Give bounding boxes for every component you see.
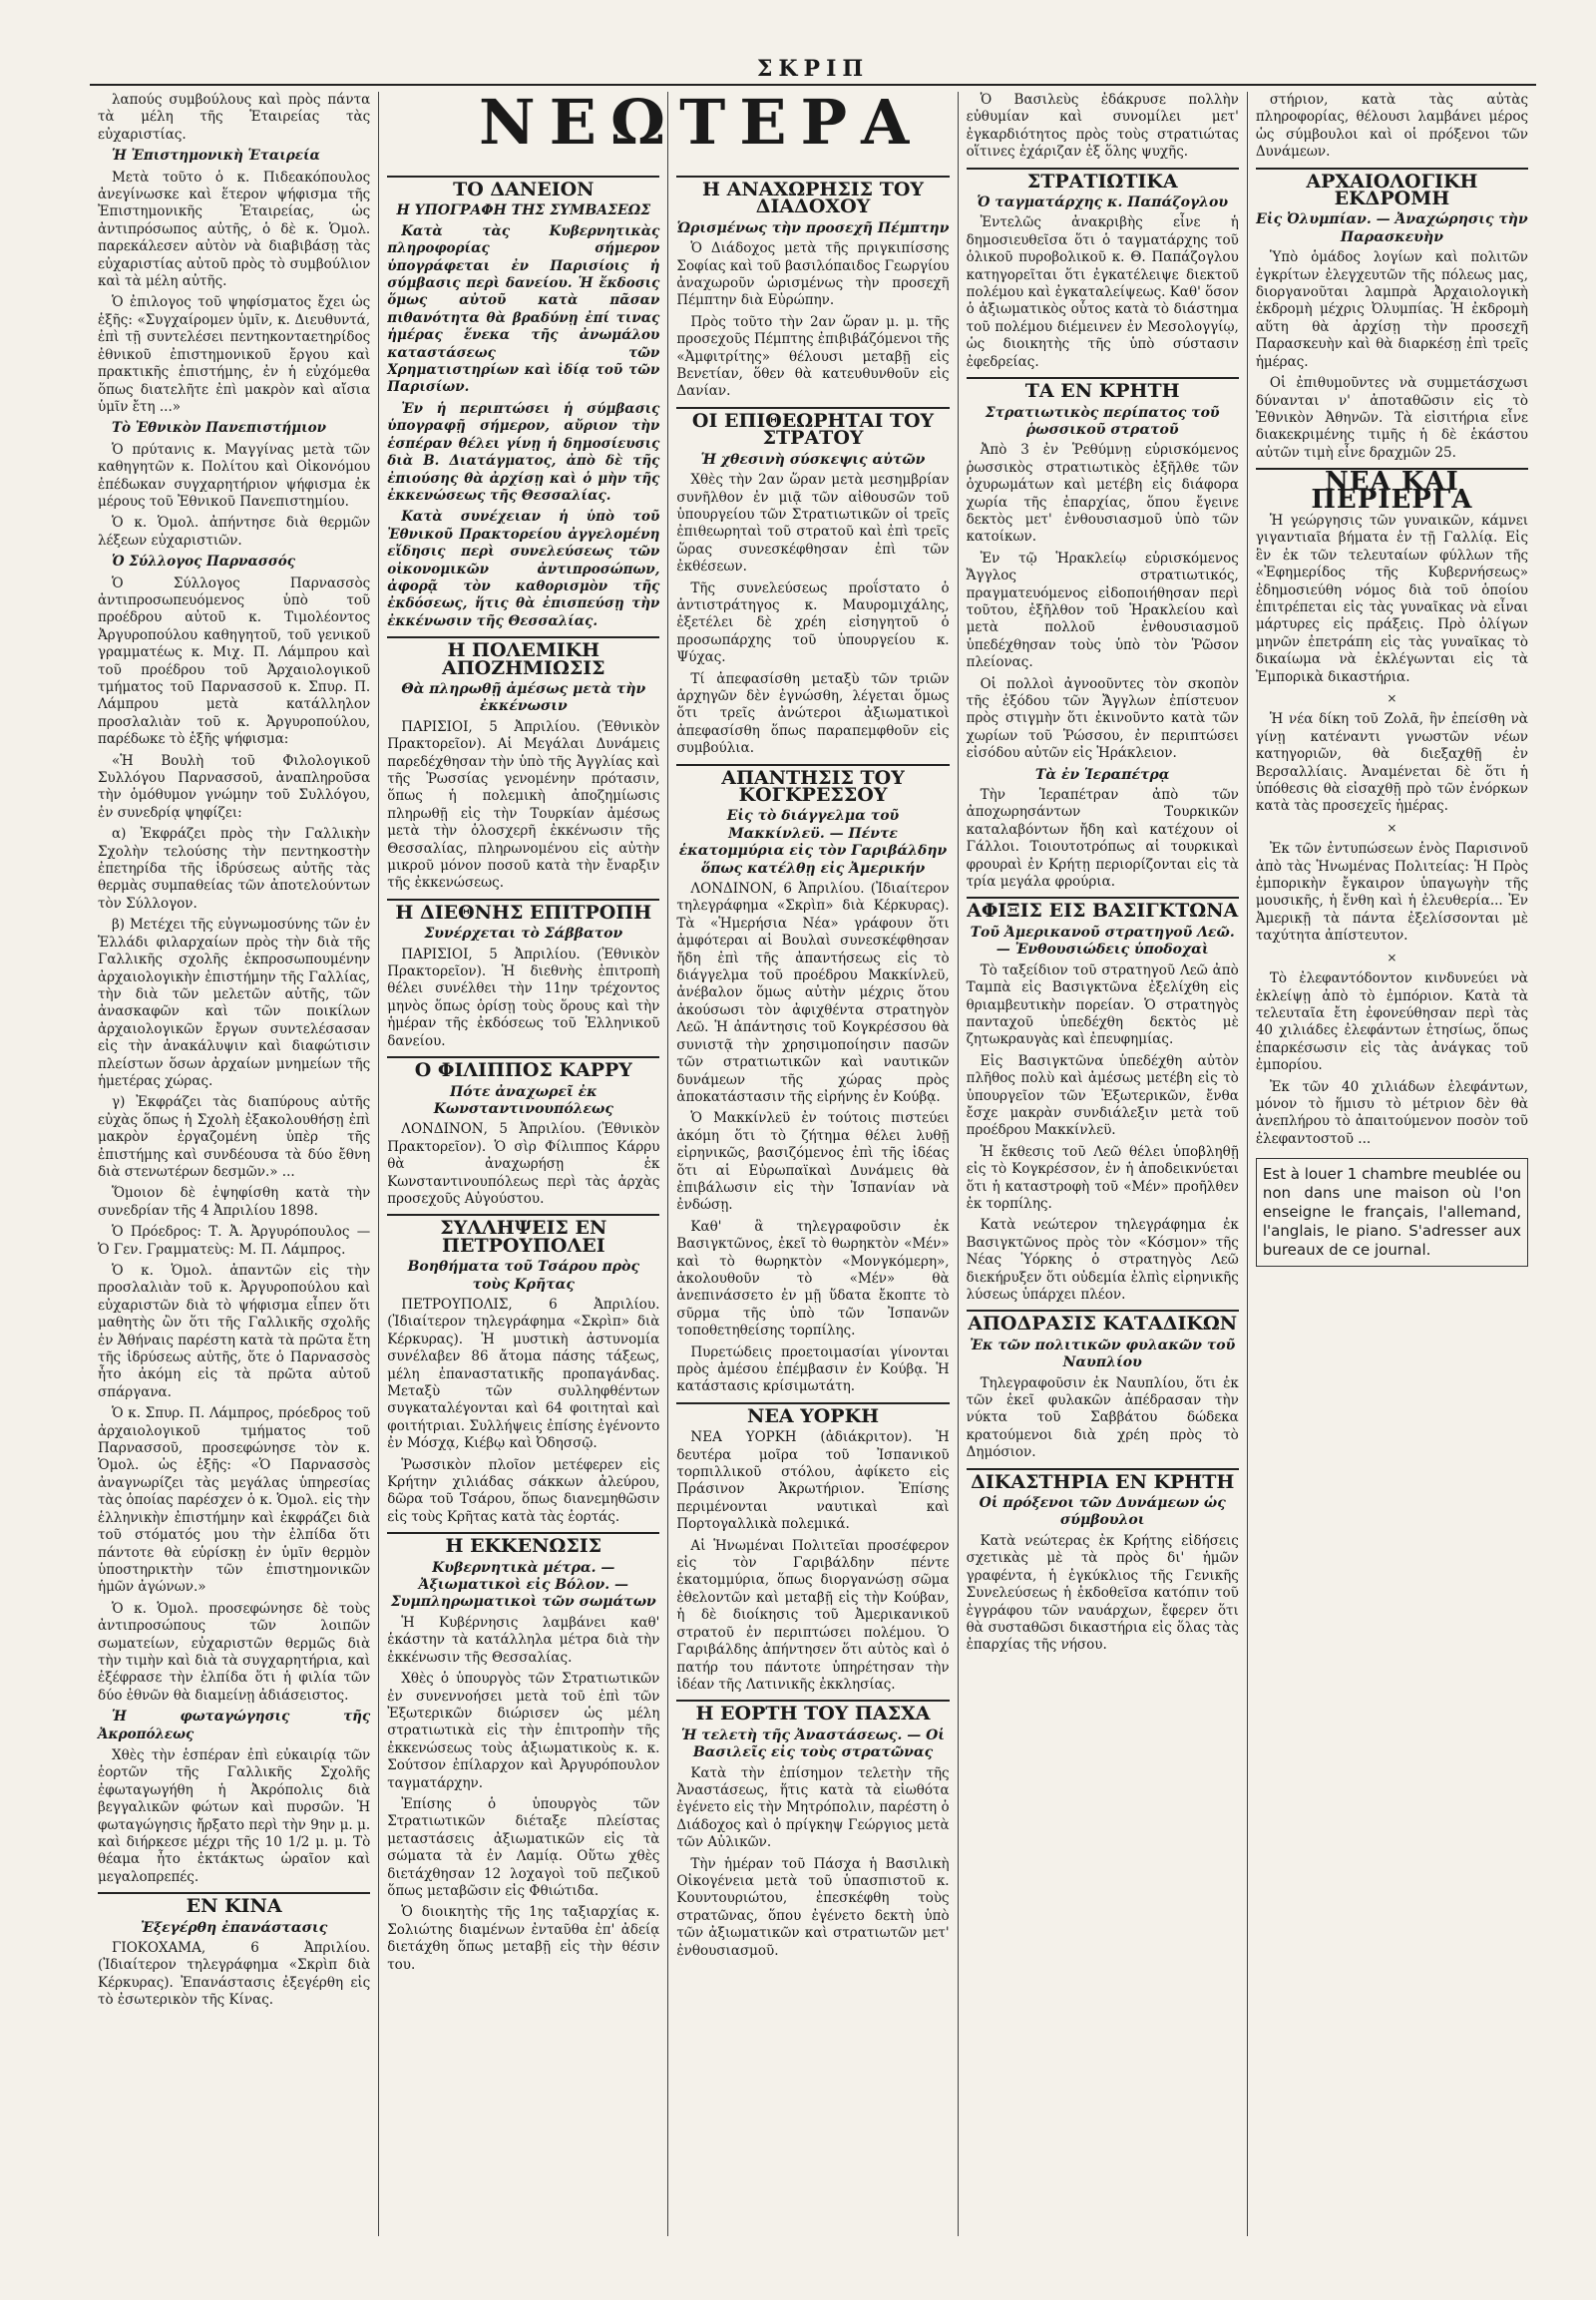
article-paragraph: Ὁ Μακκίνλεϋ ἐν τούτοις πιστεύει ἀκόμη ὅτι τὸ ζήτημα θέλει λυθῇ εἰρηνικῶς, βασιζόμενος ἐπὶ τῆς ἰδέας ὅτι αἱ Εὐρωπαϊκαὶ Δυνάμεις θὰ ἐπιβάλωσιν εἰς τὴν Ἰσπανίαν νὰ ἐνδώσῃ. (676, 1110, 950, 1214)
article-paragraph: ΠΕΤΡΟΥΠΟΛΙΣ, 6 Ἀπριλίου. (Ἰδιαίτερον τηλεγράφημα «Σκρὶπ» διὰ Κέρκυρας). Ἡ μυστικὴ ἀστυνομία συνέλαβεν 86 ἄτομα πάσης τάξεως, μέλη ἐπαναστατικῆς προπαγάνδας. Μεταξὺ τῶν συλληφθέντων συγκαταλέγονται καὶ 64 φοιτηταὶ καὶ φοιτήτριαι. Συλλήψεις ἐπίσης ἐγένοντο ἐν Μόσχᾳ, Κιέβῳ καὶ Ὀδησσῷ. (387, 1296, 660, 1452)
article-paragraph: Τὴν ἡμέραν τοῦ Πάσχα ἡ Βασιλικὴ Οἰκογένεια μετὰ τοῦ ὑπασπιστοῦ κ. Κουντουριώτου, ἐπεσκέφθη τοὺς στρατῶνας, ὅπου ἐγένετο δεκτὴ ὑπὸ τῶν ἀξιωματικῶν καὶ στρατιωτῶν μετ' ἐνθουσιασμοῦ. (676, 1855, 950, 1959)
classified-ad: Est à louer 1 chambre meublée ou non dans une maison où l'on enseigne le français, l'allemand, l'anglais, le piano. S'adresser aux bureaux de ce journal. (1256, 1158, 1528, 1267)
article-paragraph: στήριον, κατὰ τὰς αὐτὰς πληροφορίας, θέλουσι λαμβάνει μέρος ὡς σύμβουλοι καὶ οἱ πρόξενοι τῶν Δυνάμεων. (1255, 92, 1529, 161)
article-paragraph: ΛΟΝΔΙΝΟΝ, 6 Ἀπριλίου. (Ἰδιαίτερον τηλεγράφημα «Σκρὶπ» διὰ Κέρκυρας). Τὰ «Ἡμερήσια Νέα» γράφουν ὅτι ἀμφότεραι αἱ Βουλαὶ συνεσκέφθησαν ἤδη ἐπὶ τῆς ἀπαντήσεως εἰς τὸ διάγγελμα τοῦ προέδρου Μακκίνλεϋ, ἀνέβαλον ὅμως αὐτὴν μέχρις ὅτου ἀκούσωσι τὸν ἀφιχθέντα στρατηγὸν Λεῶ. Ἡ ἀπάντησις τοῦ Κογκρέσσου θὰ συνιστᾷ τὴν χρησιμοποίησιν πασῶν τῶν στρατιωτικῶν καὶ ναυτικῶν δυνάμεων τῆς χώρας πρὸς ἀποκατάστασιν τῆς εἰρήνης ἐν Κούβᾳ. (676, 881, 950, 1105)
article-paragraph: Ἡ Κυβέρνησις λαμβάνει καθ' ἑκάστην τὰ κατάλληλα μέτρα διὰ τὴν ἐκκένωσιν τῆς Θεσσαλίας. (387, 1614, 660, 1666)
article-headline: ΕΝ ΚΙΝΑ (98, 1892, 370, 1915)
article-paragraph: Ὅμοιον δὲ ἐψηφίσθη κατὰ τὴν συνεδρίαν τῆς 4 Ἀπριλίου 1898. (98, 1185, 371, 1219)
article-paragraph: Ἐκ τῶν 40 χιλιάδων ἐλεφάντων, μόνον τὸ ἥμισυ τὸ μέτριον δὲν θὰ ἀνεπλήρου τὸ ἀπαιτούμενον ποσὸν τοῦ ἐλεφαντοστοῦ ... (1255, 1078, 1529, 1147)
separator: × (1387, 820, 1397, 835)
article-paragraph: Αἱ Ἡνωμέναι Πολιτεῖαι προσέφερον εἰς τὸν Γαριβάλδην πέντε ἑκατομμύρια, ὅπως διοργανώσῃ σῶμα ἐθελοντῶν καὶ μεταβῇ εἰς τὴν Κούβαν, ἡ δὲ διοίκησις τοῦ Ἀμερικανικοῦ στρατοῦ ἐν περιπτώσει πολέμου. Ὁ Γαριβάλδης ἀπήντησεν ὅτι αὐτὸς καὶ ὁ πατήρ του πάντοτε ὑπηρέτησαν τὴν ἰδέαν τῆς Λατινικῆς ἐκκλησίας. (676, 1537, 950, 1693)
article-paragraph: Ὁ κ. Ὁμολ. ἀπήντησε διὰ θερμῶν λέξεων εὐχαριστιῶν. (98, 515, 371, 549)
article-paragraph: Ὁ πρύτανις κ. Μαγγίνας μετὰ τῶν καθηγητῶν κ. Πολίτου καὶ Οἰκονόμου ἐπέδωκαν συγχαρητήριον ψήφισμα ἐκ μέρους τοῦ Ἐθνικοῦ Πανεπιστημίου. (98, 441, 371, 510)
article-subheadline: Ὡρισμένως τὴν προσεχῆ Πέμπτην (676, 219, 950, 236)
article-paragraph: Πρὸς τοῦτο τὴν 2αν ὥραν μ. μ. τῆς προσεχοῦς Πέμπτης ἐπιβιβάζόμενοι τῆς «Ἀμφιτρίτης» θέλουσι μεταβῇ εἰς Βενετίαν, ὅθεν θὰ κατευθυνθοῦν εἰς Δανίαν. (676, 313, 950, 400)
article-subheadline: Εἰς τὸ διάγγελμα τοῦ Μακκίνλεϋ. — Πέντε ἑκατομμύρια εἰς τὸν Γαριβάλδην ὅπως κατέλθῃ εἰς Ἀμερικήν (678, 808, 948, 877)
article-headline: ΑΦΙΞΙΣ ΕΙΣ ΒΑΣΙΓΚΤΩΝΑ (967, 897, 1239, 920)
article-paragraph: Τῆς συνελεύσεως προΐστατο ὁ ἀντιστράτηγος κ. Μαυρομιχάλης, ἐξετέλει δὲ χρέη εἰσηγητοῦ ὁ προσωπάρχης τοῦ ὑπουργείου κ. Ψύχας. (676, 579, 950, 666)
article-paragraph: Ὁ Πρόεδρος: Τ. Ἀ. Ἀργυρόπουλος — Ὁ Γεν. Γραμματεὺς: Μ. Π. Λάμπρος. (98, 1224, 371, 1258)
columns (90, 92, 1536, 2236)
main-title: ΝΕΩΤΕΡΑ (479, 86, 924, 159)
article-subheadline: Βοηθήματα τοῦ Τσάρου πρὸς τοὺς Κρῆτας (407, 1259, 640, 1293)
article-paragraph: Κατὰ τὴν ἐπίσημον τελετὴν τῆς Ἀναστάσεως, ἥτις κατὰ τὰ εἰωθότα ἐγένετο εἰς τὴν Μητρόπολιν, παρέστη ὁ Διάδοχος καὶ ὁ πρίγκηψ Γεώργιος μετὰ τῶν Αὐλικῶν. (676, 1764, 950, 1851)
article-headline: ΝΕΑ ΚΑΙ ΠΕΡΙΕΡΓΑ (1256, 468, 1528, 509)
article-paragraph: Ὁ Σύλλογος Παρνασσὸς ἀντιπροσωπευόμενος ὑπὸ τοῦ προέδρου αὐτοῦ κ. Τιμολέοντος Ἀργυροπούλου καθηγητοῦ, τοῦ γενικοῦ γραμματέως κ. Μιχ. Π. Λάμπρου καὶ τοῦ προέδρου τοῦ Ἀρχαιολογικοῦ τμήματος τοῦ Παρνασσοῦ κ. Σπυρ. Π. Λάμπρου μετὰ κατάλληλον προσλαλιὰν τοῦ κ. Ἀργυροπούλου, παρέδωκε τὸ ἑξῆς ψήφισμα: (98, 575, 371, 748)
article-paragraph: Οἱ ἐπιθυμοῦντες νὰ συμμετάσχωσι δύνανται ν' ἀποταθῶσιν εἰς τὸ Ἐθνικὸν Ἀθηνῶν. Τὰ εἰσιτήρια εἶνε διακεκριμένης τιμῆς ἡ δὲ ἑκάστου αὐτῶν τιμὴ εἶνε δραχμῶν 25. (1255, 375, 1529, 461)
article-paragraph: Εἰς Βασιγκτῶνα ὑπεδέχθη αὐτὸν πλῆθος πολὺ καὶ ἀμέσως μετέβη εἰς τὸ ὑπουργεῖον τῶν Ἐξωτερικῶν, ἔνθα ἔσχε μακρὰν συνδιάλεξιν μετὰ τοῦ προέδρου Μακκίνλεϋ. (966, 1052, 1239, 1139)
article-paragraph: Τὸ ἐλεφαντόδοντον κινδυνεύει νὰ ἐκλείψῃ ἀπὸ τὸ ἐμπόριον. Κατὰ τὰ τελευταῖα ἔτη ἐφονεύθησαν περὶ τὰς 40 χιλιάδες ἐλεφάντων ἐτησίως, ὅπως ἐπαρκέσωσιν εἰς τὰς ἀνάγκας τοῦ ἐμπορίου. (1255, 970, 1529, 1074)
masthead: ΣΚΡΙΠ (90, 54, 1536, 86)
article-subheadline: Πότε ἀναχωρεῖ ἐκ Κωνσταντινουπόλεως (433, 1083, 613, 1117)
article-paragraph: ΛΟΝΔΙΝΟΝ, 5 Ἀπριλίου. (Ἐθνικὸν Πρακτορεῖον). Ὁ σὶρ Φίλιππος Κάρρυ θὰ ἀναχωρήσῃ ἐκ Κωνσταντινουπόλεως περὶ τὰς ἀρχὰς προσεχοῦς Αὐγούστου. (387, 1121, 660, 1207)
article-paragraph: Οἱ πολλοὶ ἀγνοοῦντες τὸν σκοπὸν τῆς ἐξόδου τῶν Ἄγγλων ἐπίστευον πρὸς στιγμὴν ὅτι ἐκινοῦντο κατὰ τῶν χωρίων τοῦ Ῥώσσου, ἐν περιπτώσει εἰσόδου αὐτῶν εἰς Ἡράκλειον. (966, 675, 1239, 762)
article-lead: Ὁ Σύλλογος Παρνασσός (112, 554, 296, 571)
article-paragraph: ΠΑΡΙΣΙΟΙ, 5 Ἀπριλίου. (Ἐθνικὸν Πρακτορεῖον). Ἡ διεθνὴς ἐπιτροπὴ θέλει συνέλθει τὴν 11ην τρέχοντος μηνὸς ὅπως ὁρίσῃ τοὺς ὅρους καὶ τὴν ἡμέραν τῆς ἐκδόσεως τοῦ Ἑλληνικοῦ δανείου. (387, 946, 660, 1049)
article-headline: Ο ΦΙΛΙΠΠΟΣ ΚΑΡΡΥ (387, 1056, 659, 1079)
article-paragraph: λαπούς συμβούλους καὶ πρὸς πάντα τὰ μέλη τῆς Ἑταιρείας τὰς εὐχαριστίας. (98, 92, 371, 143)
article-paragraph: Ὁ Βασιλεὺς ἐδάκρυσε πολλὴν εὐθυμίαν καὶ συνομίλει μετ' ἐγκαρδιότητος πρὸς τοὺς στρατιώτας οἵτινες ἐχάριζαν ἐξ ὅλης ψυχῆς. (966, 92, 1239, 161)
article-headline: Η ΠΟΛΕΜΙΚΗ ΑΠΟΖΗΜΙΩΣΙΣ (387, 636, 659, 677)
article-headline: ΔΙΚΑΣΤΗΡΙΑ ΕΝ ΚΡΗΤΗ (967, 1468, 1239, 1491)
article-subheadline: Ἐξεγέρθη ἐπανάστασις (140, 1919, 328, 1936)
article-headline: ΣΤΡΑΤΙΩΤΙΚΑ (967, 168, 1239, 191)
article-headline: ΑΡΧΑΙΟΛΟΓΙΚΗ ΕΚΔΡΟΜΗ (1256, 168, 1528, 208)
article-paragraph: Ὁ κ. Ὁμολ. προσεφώνησε δὲ τοὺς ἀντιπροσώπους τῶν λοιπῶν σωματείων, εὐχαριστῶν θερμῶς διὰ τὴν τιμὴν καὶ διὰ τὰ συγχαρητήρια, καὶ ἐξέφρασε τὴν ἐλπίδα ὅτι ἡ φιλία τῶν δύο ἐθνῶν θὰ διαμείνῃ ἀδιάσειστος. (98, 1600, 371, 1704)
article-subheadline: Ὁ ταγματάρχης κ. Παπάζογλου (977, 194, 1229, 211)
article-subheadline: Στρατιωτικὸς περίπατος τοῦ ῥωσσικοῦ στρατοῦ (985, 404, 1220, 438)
article-paragraph: α) Ἐκφράζει πρὸς τὴν Γαλλικὴν Σχολὴν τελούσης τὴν πεντηκοστὴν ἐπετηρίδα τῆς ἱδρύσεως αὐτῆς τὰς θερμὰς συμπαθείας τῶν ἀποτελούντων τὸν Σύλλογον. (98, 826, 371, 912)
article-paragraph: Τὸ ταξείδιον τοῦ στρατηγοῦ Λεῶ ἀπὸ Ταμπὰ εἰς Βασιγκτῶνα ἐξελίχθη εἰς θριαμβευτικὴν πορείαν. Ὁ στρατηγὸς πανταχοῦ ὑπεδέχθη δεκτὸς μὲ ζητωκραυγὰς καὶ ἐπευφημίας. (966, 961, 1239, 1048)
article-paragraph: Καθ' ἃ τηλεγραφοῦσιν ἐκ Βασιγκτῶνος, ἐκεῖ τὸ θωρηκτὸν «Μέν» καὶ τὸ θωρηκτὸν «Μονγκόμερη», ἀκολουθοῦν τὸ «Μέν» θὰ ἀνεπινάσσετο ἐν μῇ ὕδατα ἔκοπτε τὸ σῦρμα τῆς ὑπὸ τῶν Ἰσπανῶν τοποθετηθείσης τορπίλης. (676, 1218, 950, 1340)
article-lead: Κατὰ τὰς Κυβερνητικὰς πληροφορίας σήμερον ὑπογράφεται ἐν Παρισίοις ἡ σύμβασις περὶ δανείου. Ἡ ἔκδοσις ὅμως αὐτοῦ κατὰ πᾶσαν πιθανότητα θὰ βραδύνῃ ἐπί τινας ἡμέρας ἕνεκα τῆς ἀνωμάλου καταστάσεως τῶν Χρηματιστηρίων καὶ ἰδίᾳ τοῦ τῶν Παρισίων. (387, 222, 660, 396)
article-lead: Τὸ Ἐθνικὸν Πανεπιστήμιον (112, 420, 326, 437)
article-paragraph: ΓΙΟΚΟΧΑΜΑ, 6 Ἀπριλίου. (Ἰδιαίτερον τηλεγράφημα «Σκρὶπ διὰ Κέρκυρας). Ἐπανάστασις ἐξεγέρθη εἰς τὸ ἐσωτερικὸν τῆς Κίνας. (98, 1940, 371, 2009)
article-subheadline: Ἐκ τῶν πολιτικῶν φυλακῶν τοῦ Ναυπλίου (970, 1337, 1236, 1371)
article-headline: Η ΑΝΑΧΩΡΗΣΙΣ ΤΟΥ ΔΙΑΔΟΧΟΥ (676, 176, 949, 216)
article-paragraph: Ὁ διοικητὴς τῆς 1ης ταξιαρχίας κ. Σολιώτης διαμένων ἐνταῦθα ἐπ' ἀδείᾳ διετάχθη ὅπως μεταβῇ εἰς τὴν θέσιν του. (387, 1904, 660, 1973)
article-headline: ΣΥΛΛΗΨΕΙΣ ΕΝ ΠΕΤΡΟΥΠΟΛΕΙ (387, 1214, 659, 1255)
article-paragraph: Ἐκ τῶν ἐντυπώσεων ἑνὸς Παρισινοῦ ἀπὸ τὰς Ἡνωμένας Πολιτείας: Ἡ Πρὸς ἐμπορικὴν ἔγκαιρον ὑπαγωγὴν τῆς μουσικῆς, ἡ ἔνθη καὶ ἡ ἐλευθερία... Ἐν Ἀμερικῇ τὰ πάντα ἐξελίσσονται μὲ ταχύτητα ἀπίστευτον. (1255, 841, 1529, 945)
article-paragraph: Χθὲς τὴν 2αν ὥραν μετὰ μεσημβρίαν συνῆλθον ἐν μιᾷ τῶν αἰθουσῶν τοῦ ὑπουργείου τῶν Στρατιωτικῶν οἱ τρεῖς ἐπιθεωρηταὶ τοῦ στρατοῦ καὶ ἐπὶ τρεῖς ὥρας συνεσκέφθησαν ἐπὶ τῶν ἐκθέσεων. (676, 472, 950, 575)
article-lead: Ἡ φωταγώγησις τῆς Ἀκροπόλεως (98, 1709, 371, 1742)
article-subheadline: Συνέρχεται τὸ Σάββατον (424, 926, 623, 943)
article-paragraph: Ὁ ἐπιλογος τοῦ ψηφίσματος ἔχει ὡς ἑξῆς: «Συγχαίρομεν ὑμῖν, κ. Διευθυντά, ἐπὶ τῇ συντελέσει πεντηκονταετηρίδος ἐθνικοῦ ἐπιστημονικοῦ ἔργου καὶ πρακτικῆς ἐπιστήμης, ἐν ἡ εὐχόμεθα ὅπως διατελῆτε ἐπὶ μακρὸν καὶ αἴσια ὑμῖν ἔτη ...» (98, 294, 371, 415)
article-headline: ΑΠΑΝΤΗΣΙΣ ΤΟΥ ΚΟΓΚΡΕΣΣΟΥ (676, 764, 949, 805)
article-subheadline: Τὰ ἐν Ἱεραπέτρᾳ (1034, 766, 1170, 783)
column-3 (668, 92, 958, 2236)
article-subheadline: Η ΥΠΟΓΡΑΦΗ ΤΗΣ ΣΥΜΒΑΣΕΩΣ (396, 202, 651, 219)
article-paragraph: Τί ἀπεφασίσθη μεταξὺ τῶν τριῶν ἀρχηγῶν δὲν ἐγνώσθη, λέγεται ὅμως ὅτι τρεῖς ἀνώτεροι ἀξιωματικοὶ ἀπεφασίσθη ὅπως παραπεμφθοῦν εἰς συμβούλια. (676, 670, 950, 757)
article-paragraph: Ὑπὸ ὁμάδος λογίων καὶ πολιτῶν ἐγκρίτων ἐλεγχευτῶν τῆς πόλεως μας, διοργανοῦται λαμπρὰ Ἀρχαιολογικὴ ἐκδρομὴ μέχρις Ὀλυμπίας. Ἡ ἐκδρομὴ αὕτη θὰ ἀρχίσῃ τὴν προσεχῆ Παρασκευὴν καὶ θὰ διαρκέσῃ ἐπὶ τρεῖς ἡμέρας. (1255, 249, 1529, 370)
article-paragraph: Ἀπὸ 3 ἐν Ῥεθύμνῃ εὑρισκόμενος ῥωσσικὸς στρατιωτικὸς ἐξῆλθε τῶν ὀχυρωμάτων καὶ μετέβη εἰς διάφορα χωρία τῆς ἐπαρχίας, ὅπου ἔγεινε δεκτὸς μετ' ἐνθουσιασμοῦ ὑπὸ τῶν κατοίκων. (966, 442, 1239, 546)
article-paragraph: Ἡ νέα δίκη τοῦ Ζολᾶ, ἣν ἐπείσθη νὰ γίνῃ κατέναντι γνωστῶν νέων κατηγοριῶν, θὰ διεξαχθῇ ἐν Βερσαλλίαις. Ἀναμένεται δὲ ὅτι ἡ ὑπόθεσις θὰ εἰσαχθῇ πρὸ τῶν ἐνόρκων κατὰ τὰς προσεχεῖς ἡμέρας. (1255, 711, 1529, 815)
article-paragraph: Ἐπίσης ὁ ὑπουργὸς τῶν Στρατιωτικῶν διέταξε πλείστας μεταστάσεις ἀξιωματικῶν εἰς τὰ σώματα τὰ ἐν Λαμίᾳ. Οὕτω χθὲς διετάχθησαν 12 λοχαγοὶ τοῦ πεζικοῦ ὅπως μεταβῶσιν εἰς Φθιώτιδα. (387, 1795, 660, 1899)
article-paragraph: «Ἡ Βουλὴ τοῦ Φιλολογικοῦ Συλλόγου Παρνασσοῦ, ἀναπληροῦσα τὴν ὁμόθυμον γνώμην τοῦ Συλλόγου, ἐν συνεδρίᾳ ψηφίζει: (98, 752, 371, 821)
article-paragraph: Ῥωσσικὸν πλοῖον μετέφερεν εἰς Κρήτην χιλιάδας σάκκων ἀλεύρου, δῶρα τοῦ Τσάρου, ὅπως διανεμηθῶσιν εἰς τοὺς Κρῆτας κατὰ τὰς ἑορτάς. (387, 1456, 660, 1525)
article-paragraph: ΝΕΑ ΥΟΡΚΗ (ἀδιάκριτον). Ἡ δευτέρα μοῖρα τοῦ Ἰσπανικοῦ τορπιλλικοῦ στόλου, ἀφίκετο εἰς Πράσινον Ἀκρωτήριον. Ἐπίσης περιμένονται ναυτικαὶ καὶ Πορτογαλλικὰ πολεμικά. (676, 1429, 950, 1533)
column-5 (1248, 92, 1536, 2236)
article-paragraph: γ) Ἐκφράζει τὰς διαπύρους αὐτῆς εὐχὰς ὅπως ἡ Σχολὴ ἐξακολουθήσῃ ἐπὶ μακρὸν ἐργαζομένη ὑπὲρ τῆς ἐπιστήμης καὶ συνδέουσα τὰ δύο ἔθνη διὰ στενωτέρων δεσμῶν.» ... (98, 1094, 371, 1180)
article-paragraph: Κατὰ νεώτερας ἐκ Κρήτης εἰδήσεις σχετικὰς μὲ τὰ πρὸς δι' ἡμῶν γραφέντα, ἡ ἐγκύκλιος τῆς Γενικῆς Συνελεύσεως ἡ ἐκδοθεῖσα κατόπιν τοῦ ἐγγράφου τῶν ναυάρχων, ἔφερεν ὅτι θὰ συσταθῶσι δικαστήρια εἰς ὅλας τὰς ἐπαρχίας τῆς νήσου. (966, 1532, 1239, 1654)
article-paragraph: Χθὲς τὴν ἑσπέραν ἐπὶ εὐκαιρίᾳ τῶν ἑορτῶν τῆς Γαλλικῆς Σχολῆς ἐφωταγωγήθη ἡ Ἀκρόπολις διὰ βεγγαλικῶν φώτων καὶ πυρσῶν. Ἡ φωταγώγησις ἤρξατο περὶ τὴν 9ην μ. μ. καὶ διήρκεσε μέχρι τῆς 10 1/2 μ. μ. Τὸ θέαμα ἦτο ἐκτάκτως ὡραῖον καὶ μεγαλοπρεπές. (98, 1746, 371, 1885)
article-headline: ΝΕΑ ΥΟΡΚΗ (676, 1402, 949, 1425)
article-lead: Ἐν ἡ περιπτώσει ἡ σύμβασις ὑπογραφῇ σήμερον, αὔριον τὴν ἑσπέραν θέλει γίνῃ ἡ δημοσίευσις διὰ Β. Διατάγματος, ἀπὸ δὲ τῆς ἐπιούσης θὰ ἀρχίσῃ καὶ ὁ μὴν τῆς ἐκκενώσεως τῆς Θεσσαλίας. (387, 400, 660, 504)
column-1 (90, 92, 379, 2236)
article-paragraph: Μετὰ τοῦτο ὁ κ. Πιδεακόπουλος ἀνεγίνωσκε καὶ ἕτερον ψήφισμα τῆς Ἐπιστημονικῆς Ἑταιρείας, ὡς ἀντιπρόσωπος αὐτῆς, ὁ δὲ κ. Ὁμολ. παρεκάλεσεν αὐτὸν νὰ διαβιβάσῃ τὰς εὐχαριστίας αὐτοῦ πρὸς τὸ συμβούλιον καὶ τὰ μέλη αὐτῆς. (98, 169, 371, 290)
article-subheadline: Θὰ πληρωθῇ ἀμέσως μετὰ τὴν ἐκκένωσιν (401, 680, 646, 715)
article-paragraph: Κατὰ νεώτερον τηλεγράφημα ἐκ Βασιγκτῶνος πρὸς τὸν «Κόσμον» τῆς Νέας Ὑόρκης ὁ στρατηγὸς Λεῶ διεκήρυξεν ὅτι οὐδεμία ἐλπὶς εἰρηνικῆς λύσεως ὑπάρχει πλέον. (966, 1217, 1239, 1303)
separator: × (1387, 691, 1397, 705)
article-headline: Η ΕΚΚΕΝΩΣΙΣ (387, 1532, 659, 1555)
article-paragraph: β) Μετέχει τῆς εὐγνωμοσύνης τῶν ἐν Ἑλλάδι φιλαρχαίων πρὸς τὴν διὰ τῆς Γαλλικῆς σχολῆς ἐκπροσωπουμένην ἀρχαιολογικὴν ἐπιστήμην τῆς Γαλλίας, τὴν διὰ τῶν μελετῶν αὐτῆς, τῶν ἀνασκαφῶν καὶ τῶν ποικίλων ἀρχαιολογικῶν ἔργων συντελέσασαν εἰς τὴν ἀνακάλυψιν καὶ διαφώτισιν πλείστων ὅσων ἀρχαίων μνημείων τῆς ἡμετέρας χώρας. (98, 917, 371, 1089)
article-headline: Η ΔΙΕΘΝΗΣ ΕΠΙΤΡΟΠΗ (387, 899, 659, 922)
article-headline: ΑΠΟΔΡΑΣΙΣ ΚΑΤΑΔΙΚΩΝ (967, 1310, 1239, 1333)
article-headline: ΟΙ ΕΠΙΘΕΩΡΗΤΑΙ ΤΟΥ ΣΤΡΑΤΟΥ (676, 407, 949, 448)
article-subheadline: Εἰς Ὀλυμπίαν. — Ἀναχώρησις τὴν Παρασκευὴν (1256, 211, 1528, 245)
column-4 (959, 92, 1248, 2236)
article-paragraph: Χθὲς ὁ ὑπουργὸς τῶν Στρατιωτικῶν ἐν συνεννοήσει μετὰ τοῦ ἐπὶ τῶν Ἐξωτερικῶν διώρισεν ὡς μέλη στρατιωτικὰ εἰς τὴν ἐπιτροπὴν τῆς ἐκκενώσεως τοὺς ἀξιωματικοὺς κ. κ. Σούτσον ἐπίλαρχον καὶ Ἀργυρόπουλον ταγματάρχην. (387, 1671, 660, 1791)
article-paragraph: Ὁ Διάδοχος μετὰ τῆς πριγκιπίσσης Σοφίας καὶ τοῦ βασιλόπαιδος Γεωργίου ἀναχωροῦν ὡρισμένως τὴν προσεχῆ Πέμπτην διὰ Εὐρώπην. (676, 240, 950, 309)
article-subheadline: Ἡ χθεσινὴ σύσκεψις αὐτῶν (700, 451, 926, 468)
article-paragraph: Ἡ γεώργησις τῶν γυναικῶν, κάμνει γιγαντιαῖα βήματα ἐν τῇ Γαλλίᾳ. Εἰς ἓν ἐκ τῶν τελευταίων φύλλων τῆς «Ἐφημερίδος τῆς Κυβερνήσεως» ἐδημοσιεύθη νόμος διὰ τοῦ ὁποίου ἐπιτρέπεται εἰς τὰς γυναῖκας νὰ εἶναι μάρτυρες εἰς πράξεις. Πρὸ ὀλίγων μηνῶν ἐπετράπη εἰς τὰς γυναῖκας τὸ δικαίωμα νὰ ἐκλέγωνται εἰς τὰ Ἐμπορικὰ δικαστήρια. (1255, 512, 1529, 685)
article-paragraph: Ἐντελῶς ἀνακριβὴς εἶνε ἡ δημοσιευθεῖσα ὅτι ὁ ταγματάρχης τοῦ ὁλικοῦ πυροβολικοῦ κ. Θ. Παπάζογλου κατηγορεῖται ὅτι ἐγκατέλειψε διεκτοῦ πολέμου καὶ ἐγκαταλείψεως. Καθ' ὅσον ὁ ἀξιωματικὸς οὗτος κατὰ τὸ διάστημα τοῦ πολέμου διέμεινεν ἐν Μεσολογγίῳ, ὡς διοικητὴς τῆς ὑπὸ σύστασιν ἐφεδρείας. (966, 214, 1239, 370)
article-subheadline: Κυβερνητικὰ μέτρα. — Ἀξιωματικοὶ εἰς Βόλον. — Συμπληρωματικοὶ τῶν σωμάτων (390, 1559, 656, 1611)
article-lead: Ἡ Ἐπιστημονικὴ Ἑταιρεία (112, 148, 320, 165)
article-headline: ΤΟ ΔΑΝΕΙΟΝ (387, 176, 659, 198)
article-subheadline: Ἡ τελετὴ τῆς Ἀναστάσεως. — Οἱ Βασιλεῖς εἰς τοὺς στρατῶνας (680, 1726, 946, 1761)
article-paragraph: Τηλεγραφοῦσιν ἐκ Ναυπλίου, ὅτι ἐκ τῶν ἐκεῖ φυλακῶν ἀπέδρασαν τὴν νύκτα τοῦ Σαββάτου δώδεκα κρατούμενοι διὰ χρέη πρὸς τὸ Δημόσιον. (966, 1374, 1239, 1461)
article-paragraph: Ἐν τῷ Ἡρακλείῳ εὑρισκόμενος Ἄγγλος στρατιωτικός, πραγματευόμενος εἰδοποιήθησαν περὶ τοῦτου, ἐξῆλθον τοῦ Ἡρακλείου καὶ μετὰ πολλοῦ ἐνθουσιασμοῦ ὑπεδέχθησαν τοὺς ὑπὸ τὸν Ῥῶσον πλείονας. (966, 550, 1239, 671)
article-paragraph: ΠΑΡΙΣΙΟΙ, 5 Ἀπριλίου. (Ἐθνικὸν Πρακτορεῖον). Αἱ Μεγάλαι Δυνάμεις παρεδέχθησαν τὴν ὑπὸ τῆς Ἀγγλίας καὶ τῆς Ῥωσσίας γενομένην πρότασιν, ὅπως ἡ πολεμικὴ ἀποζημίωσις πληρωθῇ εἰς τὴν Τουρκίαν ἀμέσως μετὰ τὴν ὁλοσχερῆ ἐκκένωσιν τῆς Θεσσαλίας, πληρωνομένου εἰς αὐτὴν μικροῦ μόνον ποσοῦ κατὰ τὴν ἔναρξιν τῆς ἐκκενώσεως. (387, 718, 660, 892)
article-lead: Κατὰ συνέχειαν ἡ ὑπὸ τοῦ Ἐθνικοῦ Πρακτορείου ἀγγελομένη εἴδησις περὶ συνελεύσεως τῶν οἰκονομικῶν ἀντιπροσώπων, ἀφορᾷ τὸν καθορισμὸν τῆς ἐκδόσεως, ἥτις θὰ ἐπισπεύσῃ τὴν ἐκκένωσιν τῆς Θεσσαλίας. (387, 509, 660, 629)
article-paragraph: Πυρετώδεις προετοιμασίαι γίνονται πρὸς ἀμέσου ἐπέμβασιν ἐν Κούβᾳ. Ἡ κατάστασις κρίσιμωτάτη. (676, 1343, 950, 1395)
column-2 (379, 92, 668, 2236)
article-headline: ΤΑ ΕΝ ΚΡΗΤΗ (967, 377, 1239, 400)
article-paragraph: Ὁ κ. Σπυρ. Π. Λάμπρος, πρόεδρος τοῦ ἀρχαιολογικοῦ τμήματος τοῦ Παρνασσοῦ, προσεφώνησε τὸν κ. Ὁμολ. ὡς ἑξῆς: «Ὁ Παρνασσὸς ἀναγνωρίζει τὰς μεγάλας ὑπηρεσίας τὰς ὁποίας παρέσχεν ὁ κ. Ὁμολ. εἰς τὴν ἑλληνικὴν ἐπιστήμην καὶ ἐκφράζει διὰ τοῦ στόματός μου τὴν ἐλπίδα ὅτι πάντοτε θὰ εὑρίσκῃ ἐν ὑμῖν θερμὸν ὑποστηρικτὴν τῶν ἐπιστημονικῶν ἡμῶν ἀγώνων.» (98, 1405, 371, 1596)
article-subheadline: Οἱ πρόξενοι τῶν Δυνάμεων ὡς σύμβουλοι (979, 1495, 1226, 1529)
article-subheadline: Τοῦ Ἀμερικανοῦ στρατηγοῦ Λεῶ. — Ἐνθουσιώδεις ὑποδοχαὶ (970, 924, 1235, 958)
article-paragraph: Τὴν Ἱεραπέτραν ἀπὸ τῶν ἀποχωρησάντων Τουρκικῶν καταλαβόντων ἤδη καὶ κατέχουν οἱ Γάλλοι. Τοιουτοτρόπως αἱ τουρκικαὶ φρουραὶ ἐν Κρήτῃ περιορίζονται εἰς τὰ τρία μεγάλα φρούρια. (966, 787, 1239, 891)
separator: × (1387, 950, 1397, 964)
article-paragraph: Ἡ ἔκθεσις τοῦ Λεῶ θέλει ὑποβληθῇ εἰς τὸ Κογκρέσσον, ἐν ἡ ἀποδεικνύεται ὅτι ἡ καταστροφὴ τοῦ «Μέν» προῆλθεν ἐκ τορπίλης. (966, 1143, 1239, 1212)
article-headline: Η ΕΟΡΤΗ ΤΟΥ ΠΑΣΧΑ (676, 1700, 949, 1723)
article-paragraph: Ὁ κ. Ὁμολ. ἀπαντῶν εἰς τὴν προσλαλιὰν τοῦ κ. Ἀργυροπούλου καὶ εὐχαριστῶν διὰ τὸ ψήφισμα εἶπεν ὅτι μαθητὴς ὢν ὅτι τῆς Γαλλικῆς σχολῆς ἐν Ἀθήναις παρέστη κατὰ τὰ πρῶτα ἔτη τῆς ἱδρύσεως αὐτῆς, ὅτε ὁ Παρνασσὸς ἦτο ἀκόμη εἰς τὰ πρῶτα αὐτοῦ σπάργανα. (98, 1263, 371, 1400)
